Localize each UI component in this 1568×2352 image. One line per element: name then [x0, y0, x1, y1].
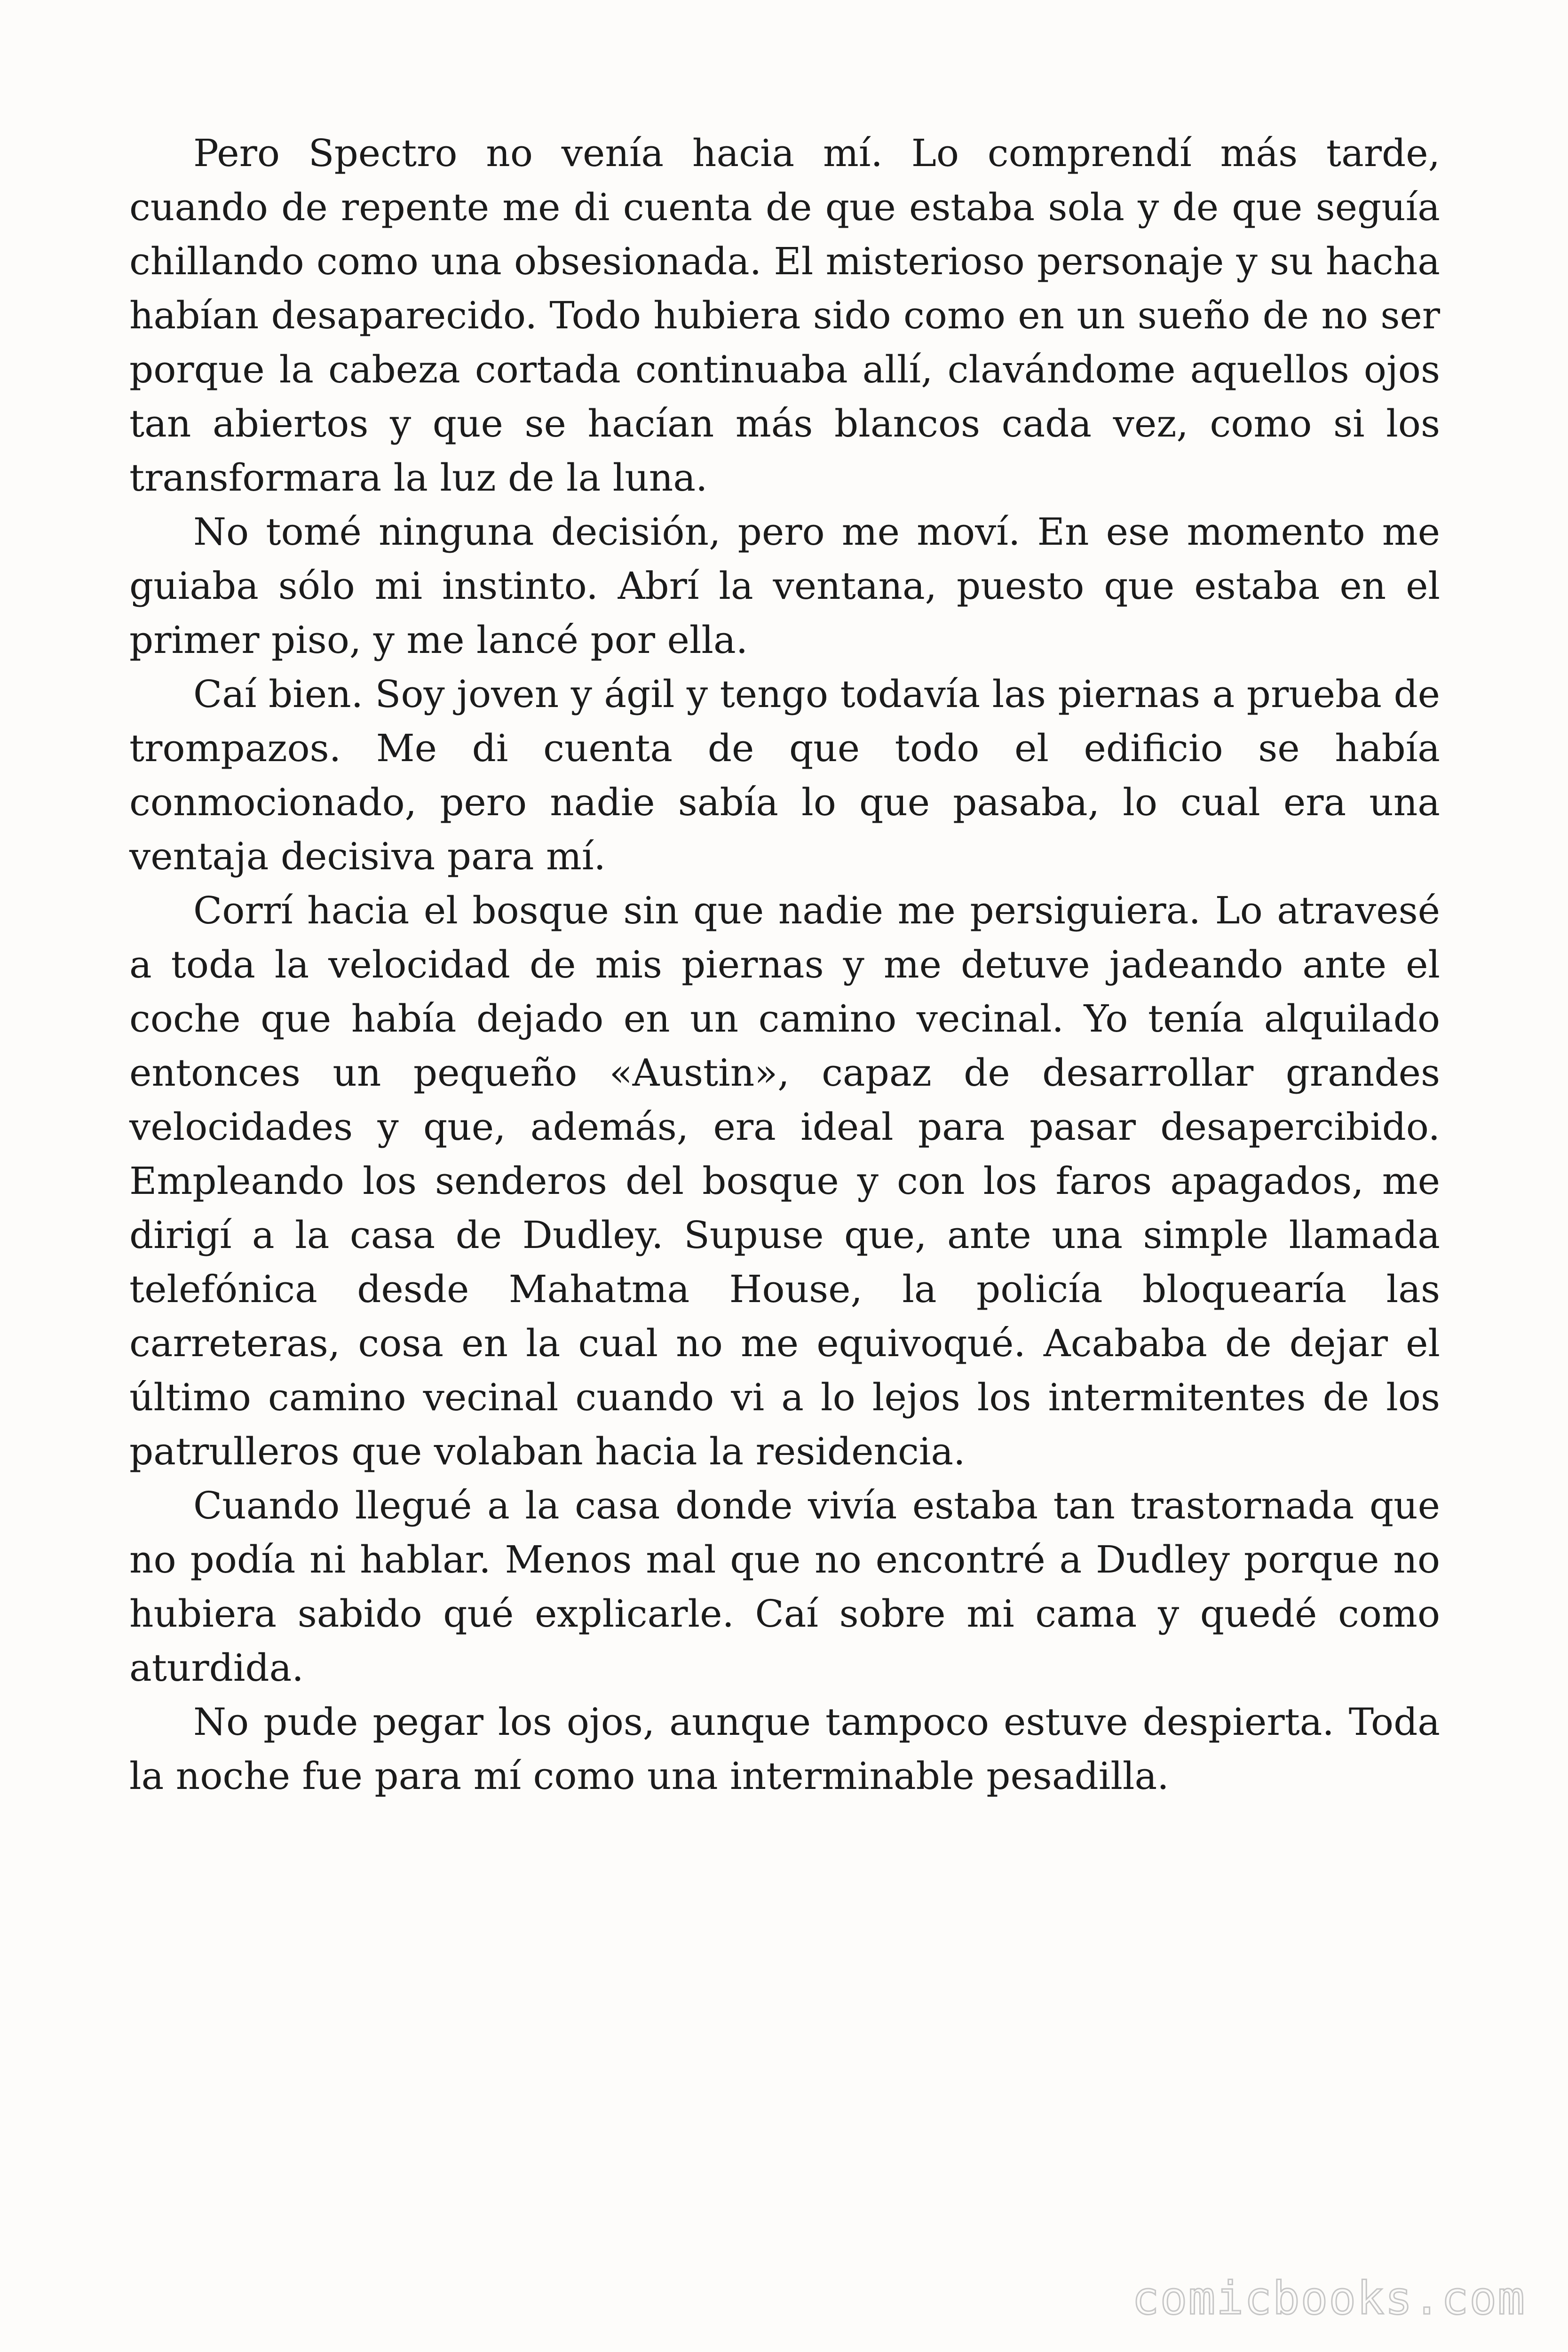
paragraph-6: No pude pegar los ojos, aunque tampoco estuve despierta. Toda la noche fue para mí como una interminable pesadilla.	[129, 1700, 1440, 1798]
paragraph-4: Corrí hacia el bosque sin que nadie me persiguiera. Lo atravesé a toda la velocidad de mis piernas y me detuve jadeando ante el coche que había dejado en un camino vecinal. Yo tenía alquilado entonces un pequeño «Austin», capaz de desarrollar grandes velocidades y que, además, era ideal para pasar desapercibido. Empleando los senderos del bosque y con los faros apagados, me dirigí a la casa de Dudley. Supuse que, ante una simple llamada telefónica desde Mahatma House, la policía bloquearía las carreteras, cosa en la cual no me equivoqué. Acababa de dejar el último camino vecinal cuando vi a lo lejos los intermitentes de los patrulleros que volaban hacia la residencia.	[129, 889, 1440, 1473]
paragraph-1: Pero Spectro no venía hacia mí. Lo comprendí más tarde, cuando de repente me di cuenta de que estaba sola y de que seguía chillando como una obsesionada. El misterioso personaje y su hacha habían desaparecido. Todo hubiera sido como en un sueño de no ser porque la cabeza cortada continuaba allí, clavándome aquellos ojos tan abiertos y que se hacían más blancos cada vez, como si los transformara la luz de la luna.	[129, 131, 1440, 500]
watermark: comicbooks.com	[1132, 2272, 1526, 2325]
paragraph-3: Caí bien. Soy joven y ágil y tengo todavía las piernas a prueba de trompazos. Me di cuenta de que todo el edificio se había conmocionado, pero nadie sabía lo que pasaba, lo cual era una ventaja decisiva para mí.	[129, 672, 1440, 878]
paragraph-5: Cuando llegué a la casa donde vivía estaba tan trastornada que no podía ni hablar. Menos mal que no encontré a Dudley porque no hubiera sabido qué explicarle. Caí sobre mi cama y quedé como aturdida.	[129, 1484, 1440, 1690]
paragraph-2: No tomé ninguna decisión, pero me moví. En ese momento me guiaba sólo mi instinto. Abrí la ventana, puesto que estaba en el primer piso, y me lancé por ella.	[129, 510, 1440, 662]
text-body	[129, 126, 1440, 1803]
